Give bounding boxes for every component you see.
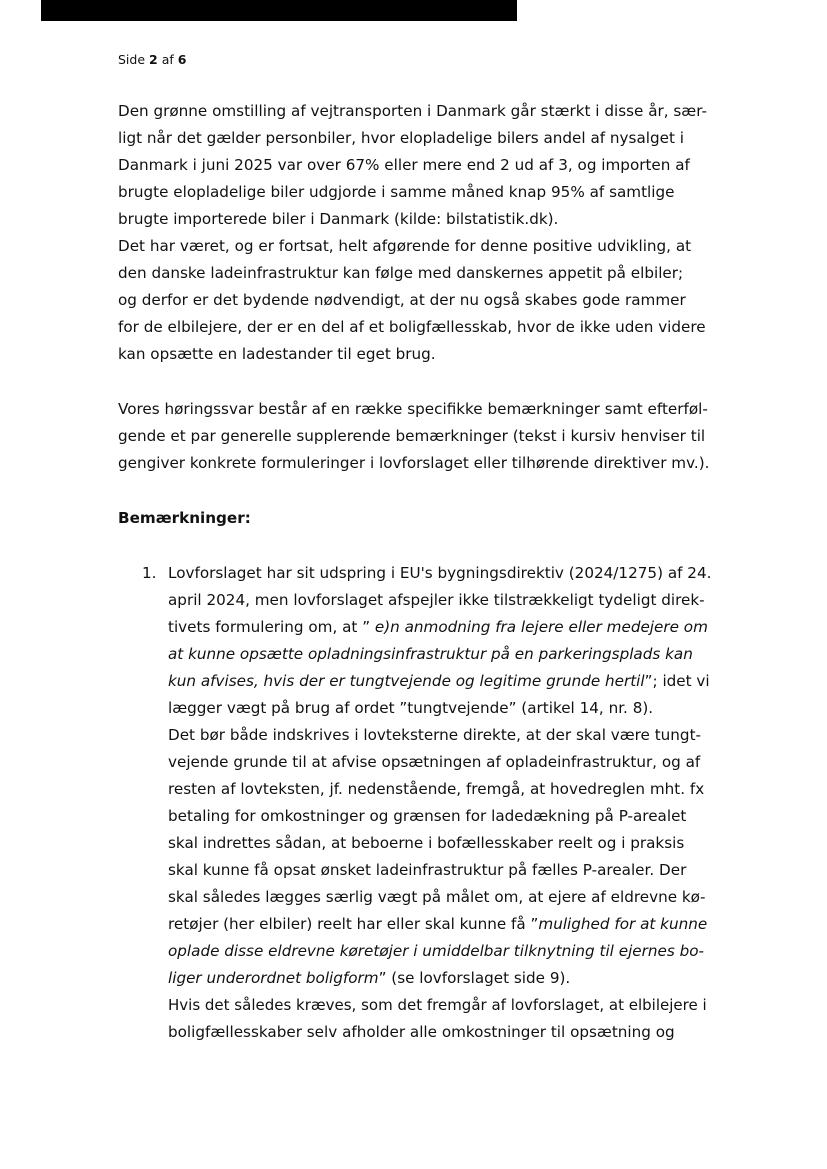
text-line: og derfor er det bydende nødvendigt, at der nu også skabes gode rammer [118, 291, 686, 309]
text-line: boligfællesskaber selv afholder alle omkostninger til opsætning og [168, 1023, 675, 1041]
text-line: oplade disse eldrevne køretøjer i umiddelbar tilknytning til ejernes bo- [168, 942, 705, 960]
text-line: betaling for omkostninger og grænsen for ladedækning på P-arealet [168, 807, 687, 825]
text-line: gengiver konkrete formuleringer i lovforslaget eller tilhørende direktiver mv.). [118, 454, 710, 472]
text-line: gende et par generelle supplerende bemærkninger (tekst i kursiv henviser til [118, 427, 706, 445]
redaction-bar [41, 0, 517, 21]
text-line: for de elbilejere, der er en del af et boligfællesskab, hvor de ikke uden videre [118, 318, 706, 336]
text-line: Danmark i juni 2025 var over 67% eller mere end 2 ud af 3, og importen af [118, 156, 690, 174]
text-line: skal indrettes sådan, at beboerne i bofællesskaber reelt og i praksis [168, 834, 685, 852]
text-line: Det bør både indskrives i lovteksterne direkte, at der skal være tungt- [168, 726, 702, 744]
text-line: liger underordnet boligform” (se lovforslaget side 9). [168, 969, 571, 987]
text-line: resten af lovteksten, jf. nedenstående, fremgå, at hovedreglen mht. fx [168, 780, 705, 798]
text-line: Vores høringssvar består af en række specifikke bemærkninger samt efterføl- [118, 400, 708, 418]
text-line: vejende grunde til at afvise opsætningen af opladeinfrastruktur, og af [168, 753, 701, 771]
text-line: at kunne opsætte opladningsinfrastruktur på en parkeringsplads kan [168, 645, 693, 663]
text-line: skal kunne få opsat ønsket ladeinfrastruktur på fælles P-arealer. Der [168, 861, 687, 879]
text-line: retøjer (her elbiler) reelt har eller skal kunne få ”mulighed for at kunne [168, 915, 708, 933]
text-line: lægger vægt på brug af ordet ”tungtvejende” (artikel 14, nr. 8). [168, 699, 654, 717]
text-line: kun afvises, hvis der er tungtvejende og legitime grunde hertil”; idet vi [168, 672, 710, 690]
text-line: skal således lægges særlig vægt på målet om, at ejere af eldrevne kø- [168, 888, 706, 906]
text-line: Lovforslaget har sit udspring i EU's bygningsdirektiv (2024/1275) af 24. [168, 564, 712, 582]
text-line: Hvis det således kræves, som det fremgår af lovforslaget, at elbilejere i [168, 996, 707, 1014]
text-line: den danske ladeinfrastruktur kan følge med danskernes appetit på elbiler; [118, 264, 684, 282]
remarks-heading: Bemærkninger: [118, 509, 251, 527]
text-line: brugte importerede biler i Danmark (kilde: bilstatistik.dk). [118, 210, 559, 228]
text-line: tivets formulering om, at ” e)n anmodning fra lejere eller medejere om [168, 618, 708, 636]
text-line: Den grønne omstilling af vejtransporten i Danmark går stærkt i disse år, sær- [118, 102, 707, 120]
list-number: 1. [142, 564, 157, 582]
text-line: brugte elopladelige biler udgjorde i samme måned knap 95% af samtlige [118, 183, 675, 201]
text-line: ligt når det gælder personbiler, hvor elopladelige bilers andel af nysalget i [118, 129, 684, 147]
text-line: april 2024, men lovforslaget afspejler ikke tilstrækkeligt tydeligt direk- [168, 591, 705, 609]
text-line: Det har været, og er fortsat, helt afgørende for denne positive udvikling, at [118, 237, 692, 255]
text-line: kan opsætte en ladestander til eget brug. [118, 345, 436, 363]
page-counter: Side 2 af 6 [118, 52, 187, 67]
